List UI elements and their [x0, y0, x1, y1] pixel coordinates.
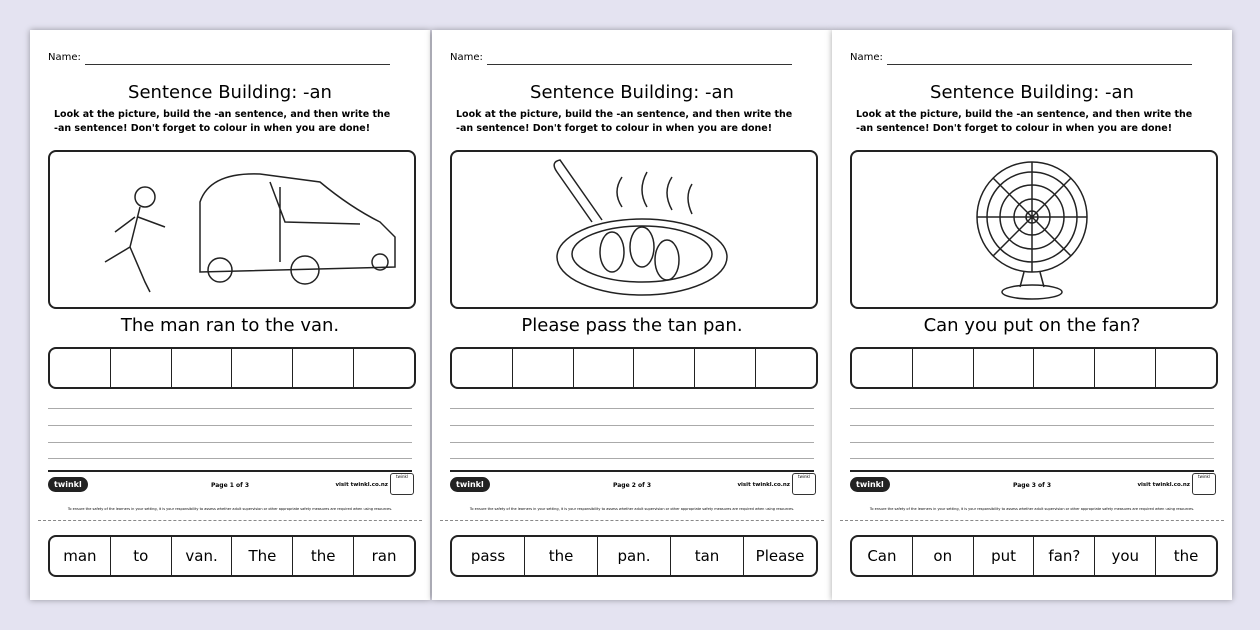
word-cards: [48, 535, 416, 577]
writing-line: [850, 458, 1214, 459]
boy-van-illustration: [50, 152, 414, 307]
cut-line: [440, 520, 824, 521]
word-card[interactable]: on: [913, 537, 974, 575]
twinkl-badge: twinkl: [390, 473, 414, 495]
footer-divider: [48, 470, 412, 472]
build-box[interactable]: [513, 349, 574, 387]
build-box[interactable]: [354, 349, 414, 387]
build-box[interactable]: [1034, 349, 1095, 387]
build-box[interactable]: [756, 349, 816, 387]
word-card[interactable]: man: [50, 537, 111, 575]
word-card[interactable]: fan?: [1034, 537, 1095, 575]
word-card[interactable]: put: [974, 537, 1035, 575]
writing-line: [48, 408, 412, 409]
page-number: Page 3 of 3: [1013, 482, 1051, 489]
worksheet-page: [832, 30, 1232, 600]
disclaimer: To ensure the safety of the learners in your setting, it is your responsibility to assess whether adult supervision or other appropriate safety measures are required when using resources.: [469, 507, 795, 511]
disclaimer: To ensure the safety of the learners in your setting, it is your responsibility to assess whether adult supervision or other appropriate safety measures are required when using resources.: [67, 507, 393, 511]
word-card[interactable]: Can: [852, 537, 913, 575]
cut-line: [38, 520, 422, 521]
build-box[interactable]: [974, 349, 1035, 387]
twinkl-badge: twinkl: [1192, 473, 1216, 495]
build-box[interactable]: [293, 349, 354, 387]
build-box[interactable]: [574, 349, 635, 387]
sentence: The man ran to the van.: [120, 315, 340, 336]
writing-line: [48, 442, 412, 443]
word-card[interactable]: pan.: [598, 537, 671, 575]
build-box[interactable]: [232, 349, 293, 387]
build-box[interactable]: [111, 349, 172, 387]
picture-box: [48, 150, 416, 309]
build-box[interactable]: [913, 349, 974, 387]
build-boxes: [450, 347, 818, 389]
picture-box: [450, 150, 818, 309]
build-box[interactable]: [1095, 349, 1156, 387]
word-card[interactable]: the: [1173, 547, 1199, 565]
sentence: Can you put on the fan?: [923, 315, 1141, 336]
name-label: Name:: [48, 52, 81, 63]
writing-line: [48, 458, 412, 459]
name-label: Name:: [850, 52, 883, 63]
footer-divider: [850, 470, 1214, 472]
picture-box: [850, 150, 1218, 309]
frying-pan-illustration: [452, 152, 816, 307]
name-line[interactable]: [85, 64, 390, 65]
writing-line: [48, 425, 412, 426]
fan-illustration: [852, 152, 1216, 307]
build-boxes: [850, 347, 1218, 389]
sentence: Please pass the tan pan.: [521, 315, 743, 336]
word-card[interactable]: you: [1095, 537, 1156, 575]
writing-line: [850, 425, 1214, 426]
twinkl-logo: twinkl: [850, 477, 890, 492]
worksheet-page: [30, 30, 430, 600]
word-card[interactable]: the: [293, 537, 354, 575]
build-box[interactable]: [452, 349, 513, 387]
writing-line: [850, 442, 1214, 443]
page-number: Page 2 of 3: [613, 482, 651, 489]
page-number: Page 1 of 3: [211, 482, 249, 489]
worksheet-title: Sentence Building: -an: [930, 82, 1134, 103]
word-card[interactable]: tan: [671, 537, 744, 575]
worksheet-title: Sentence Building: -an: [128, 82, 332, 103]
word-cards: [850, 535, 1218, 577]
build-box[interactable]: [1156, 349, 1216, 387]
build-box[interactable]: [172, 349, 233, 387]
writing-line: [450, 425, 814, 426]
build-box[interactable]: [695, 349, 756, 387]
worksheet-page: [432, 30, 832, 600]
writing-line: [850, 408, 1214, 409]
name-line[interactable]: [887, 64, 1192, 65]
worksheet-title: Sentence Building: -an: [530, 82, 734, 103]
twinkl-logo: twinkl: [48, 477, 88, 492]
twinkl-badge: twinkl: [792, 473, 816, 495]
word-card[interactable]: The: [232, 537, 293, 575]
disclaimer: To ensure the safety of the learners in your setting, it is your responsibility to assess whether adult supervision or other appropriate safety measures are required when using resources.: [869, 507, 1195, 511]
name-label: Name:: [450, 52, 483, 63]
word-card[interactable]: to: [111, 537, 172, 575]
twinkl-logo: twinkl: [450, 477, 490, 492]
visit-link: visit twinkl.co.nz: [1137, 482, 1190, 488]
build-box[interactable]: [634, 349, 695, 387]
word-card[interactable]: ran: [371, 547, 397, 565]
word-card[interactable]: Please: [755, 547, 805, 565]
name-line[interactable]: [487, 64, 792, 65]
build-box[interactable]: [852, 349, 913, 387]
build-boxes: [48, 347, 416, 389]
visit-link: visit twinkl.co.nz: [737, 482, 790, 488]
writing-line: [450, 408, 814, 409]
word-card[interactable]: pass: [452, 537, 525, 575]
instructions: Look at the picture, build the -an sentence, and then write the -an sentence! Don't forget to colour in when you are done!: [456, 109, 793, 134]
instructions: Look at the picture, build the -an sentence, and then write the -an sentence! Don't forget to colour in when you are done!: [54, 109, 391, 134]
cut-line: [840, 520, 1224, 521]
visit-link: visit twinkl.co.nz: [335, 482, 388, 488]
word-cards: [450, 535, 818, 577]
writing-line: [450, 458, 814, 459]
build-box[interactable]: [50, 349, 111, 387]
word-card[interactable]: van.: [172, 537, 233, 575]
instructions: Look at the picture, build the -an sentence, and then write the -an sentence! Don't forget to colour in when you are done!: [856, 109, 1193, 134]
footer-divider: [450, 470, 814, 472]
writing-line: [450, 442, 814, 443]
word-card[interactable]: the: [525, 537, 598, 575]
